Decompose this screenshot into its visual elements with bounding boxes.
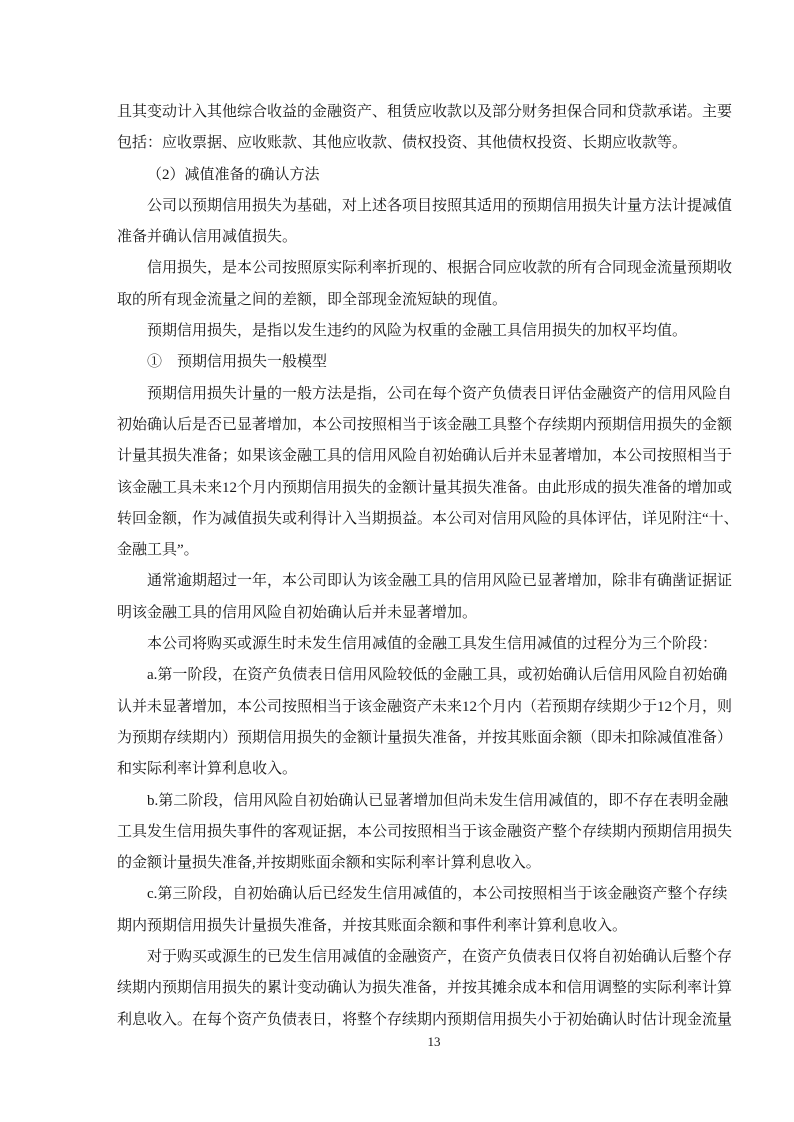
text-line: （2）减值准备的确认方法 (147, 166, 320, 183)
text-line: a.第一阶段，在资产负债表日信用风险较低的金融工具，或初始确认后信用风险自初始确 (147, 667, 728, 684)
text-content (117, 97, 751, 1036)
text-line: 利息收入。在每个资产负债表日，将整个存续期内预期信用损失小于初始确认时估计现金流量 (117, 1011, 733, 1028)
text-line: 包括：应收票据、应收账款、其他应收款、债权投资、其他债权投资、长期应收款等。 (117, 135, 688, 152)
text-line: 工具发生信用损失事件的客观证据，本公司按照相当于该金融资产整个存续期内预期信用损失 (117, 823, 733, 840)
text-line: 明该金融工具的信用风险自初始确认后并未显著增加。 (117, 604, 478, 621)
page-number: 13 (427, 1034, 441, 1049)
text-line: 计量其损失准备；如果该金融工具的信用风险自初始确认后并未显著增加，本公司按照相当于 (117, 448, 733, 465)
text-line: 转回金额，作为减值损失或利得计入当期损益。本公司对信用风险的具体评估，详见附注“十、 (117, 510, 739, 527)
text-line: c.第三阶段，自初始确认后已经发生信用减值的，本公司按照相当于该金融资产整个存续 (147, 886, 728, 903)
text-line: 和实际利率计算利息收入。 (117, 761, 298, 778)
text-line: 通常逾期超过一年，本公司即认为该金融工具的信用风险已显著增加，除非有确凿证据证 (147, 573, 733, 590)
text-line: 该金融工具未来12个月内预期信用损失的金额计量其损失准备。由此形成的损失准备的增加或 (117, 479, 733, 496)
text-line: 准备并确认信用减值损失。 (117, 229, 298, 246)
text-line: 金融工具”。 (117, 542, 199, 559)
text-line: 认并未显著增加，本公司按照相当于该金融资产未来12个月内（若预期存续期少于12个月，则 (117, 698, 733, 715)
text-line: 续期内预期信用损失的累计变动确认为损失准备，并按其摊余成本和信用调整的实际利率计算 (117, 980, 733, 997)
text-line: 为预期存续期内）预期信用损失的金额计量损失准备，并按其账面余额（即未扣除减值准备） (117, 729, 733, 746)
text-line: 信用损失，是本公司按照原实际利率折现的、根据合同应收款的所有合同现金流量预期收 (147, 260, 733, 277)
text-line: 且其变动计入其他综合收益的金融资产、租赁应收款以及部分财务担保合同和贷款承诺。主要 (117, 104, 733, 120)
text-line: 对于购买或源生的已发生信用减值的金融资产，在资产负债表日仅将自初始确认后整个存 (147, 949, 733, 966)
text-line: 预期信用损失，是指以发生违约的风险为权重的金融工具信用损失的加权平均值。 (147, 323, 688, 340)
text-line: 初始确认后是否已显著增加，本公司按照相当于该金融工具整个存续期内预期信用损失的金额 (117, 416, 733, 433)
text-line: ① 预期信用损失一般模型 (147, 354, 328, 371)
text-line: b.第二阶段，信用风险自初始确认已显著增加但尚未发生信用减值的，即不存在表明金融 (147, 792, 729, 809)
text-line: 期内预期信用损失计量损失准备，并按其账面余额和事件利率计算利息收入。 (117, 917, 628, 934)
text-line: 预期信用损失计量的一般方法是指，公司在每个资产负债表日评估金融资产的信用风险自 (147, 385, 733, 402)
text-line: 公司以预期信用损失为基础，对上述各项目按照其适用的预期信用损失计量方法计提减值 (147, 197, 733, 214)
text-line: 本公司将购买或源生时未发生信用减值的金融工具发生信用减值的过程分为三个阶段： (147, 636, 718, 653)
text-line: 取的所有现金流量之间的差额，即全部现金流短缺的现值。 (117, 291, 508, 308)
text-line: 的金额计量损失准备,并按期账面余额和实际利率计算利息收入。 (117, 855, 541, 872)
